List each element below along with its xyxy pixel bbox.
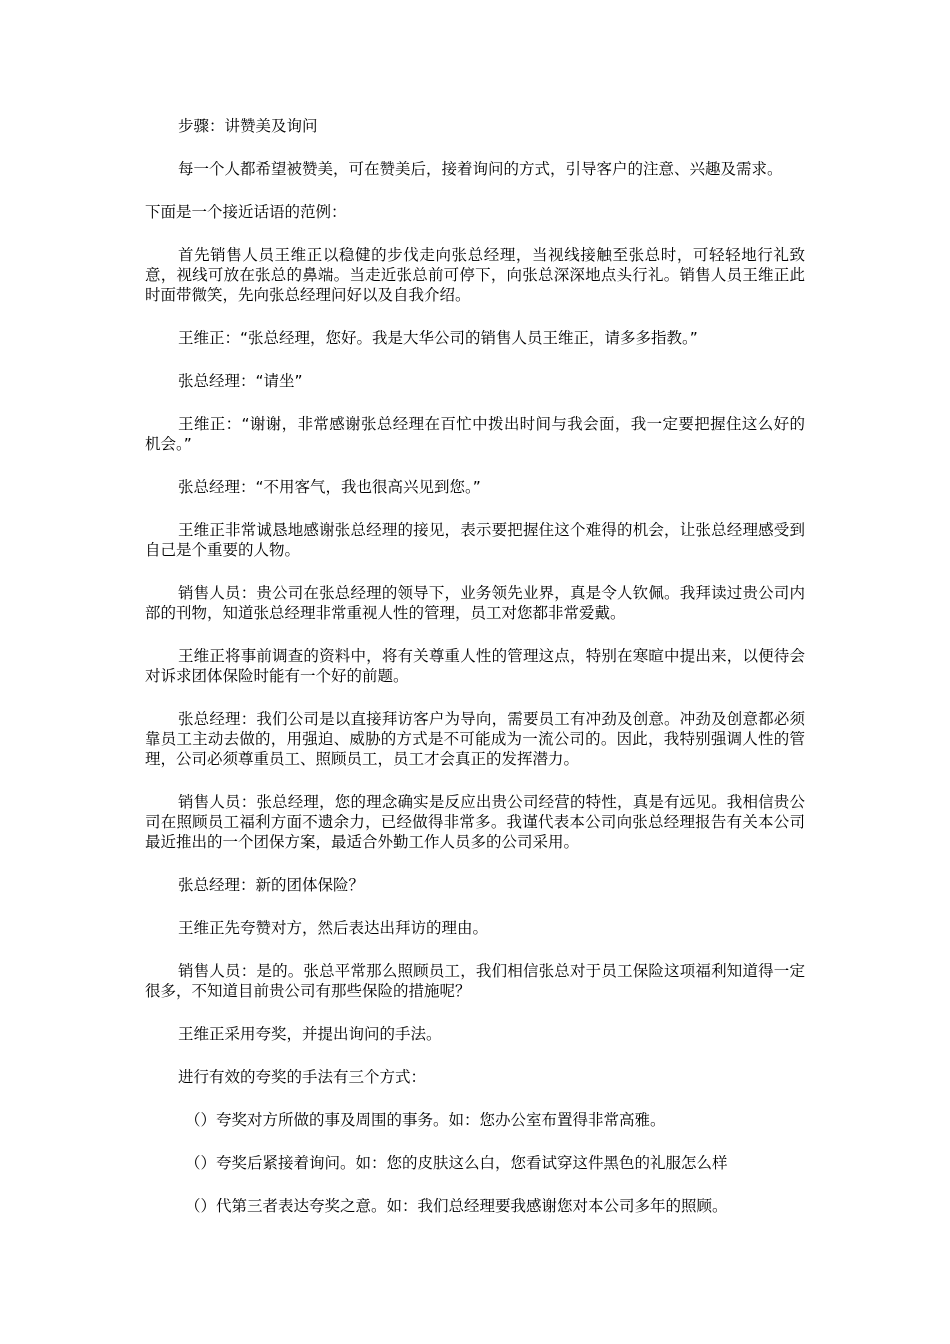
- paragraph-7: 王维正：“谢谢，非常感谢张总经理在百忙中拨出时间与我会面，我一定要把握住这么好的机会。”: [145, 415, 805, 453]
- paragraph-16: 销售人员：是的。张总平常那么照顾员工，我们相信张总对于员工保险这项福利知道得一定很多，不知道目前贵公司有那些保险的措施呢？: [145, 962, 805, 1000]
- paragraph-8: 张总经理：“不用客气，我也很高兴见到您。”: [178, 478, 481, 496]
- paragraph-9: 王维正非常诚恳地感谢张总经理的接见，表示要把握住这个难得的机会，让张总经理感受到自己是个重要的人物。: [145, 521, 805, 559]
- list-item-1: （）夸奖对方所做的事及周围的事务。如：您办公室布置得非常高雅。: [185, 1111, 666, 1129]
- paragraph-15: 王维正先夸赞对方，然后表达出拜访的理由。: [178, 919, 489, 937]
- paragraph-3: 下面是一个接近话语的范例：: [145, 203, 347, 221]
- document-body: [145, 116, 805, 1239]
- paragraph-14: 张总经理：新的团体保险？: [178, 876, 365, 894]
- paragraph-2: 每一个人都希望被赞美，可在赞美后，接着询问的方式，引导客户的注意、兴趣及需求。: [178, 160, 783, 178]
- paragraph-11: 王维正将事前调查的资料中，将有关尊重人性的管理这点，特别在寒暄中提出来，以便待会对诉求团体保险时能有一个好的前题。: [145, 647, 805, 685]
- list-item-3: （）代第三者表达夸奖之意。如：我们总经理要我感谢您对本公司多年的照顾。: [185, 1197, 728, 1215]
- paragraph-1: 步骤：讲赞美及询问: [178, 117, 318, 135]
- paragraph-17: 王维正采用夸奖，并提出询问的手法。: [178, 1025, 442, 1043]
- paragraph-10: 销售人员：贵公司在张总经理的领导下，业务领先业界，真是令人钦佩。我拜读过贵公司内部的刊物，知道张总经理非常重视人性的管理，员工对您都非常爱戴。: [145, 584, 805, 622]
- paragraph-6: 张总经理：“请坐”: [178, 372, 303, 390]
- paragraph-4: 首先销售人员王维正以稳健的步伐走向张总经理，当视线接触至张总时，可轻轻地行礼致意，视线可放在张总的鼻端。当走近张总前可停下，向张总深深地点头行礼。销售人员王维正此时面带微笑，先向张总经理问好以及自我介绍。: [145, 246, 805, 304]
- list-item-2: （）夸奖后紧接着询问。如：您的皮肤这么白，您看试穿这件黑色的礼服怎么样: [185, 1154, 728, 1172]
- paragraph-18: 进行有效的夸奖的手法有三个方式：: [178, 1068, 427, 1086]
- paragraph-13: 销售人员：张总经理，您的理念确实是反应出贵公司经营的特性，真是有远见。我相信贵公司在照顾员工福利方面不遗余力，已经做得非常多。我谨代表本公司向张总经理报告有关本公司最近推出的一个团保方案，最适合外勤工作人员多的公司采用。: [145, 793, 805, 851]
- paragraph-12: 张总经理：我们公司是以直接拜访客户为导向，需要员工有冲劲及创意。冲劲及创意都必须靠员工主动去做的，用强迫、威胁的方式是不可能成为一流公司的。因此，我特别强调人性的管理，公司必须尊重员工、照顾员工，员工才会真正的发挥潜力。: [145, 710, 805, 768]
- paragraph-5: 王维正：“张总经理，您好。我是大华公司的销售人员王维正，请多多指教。”: [178, 329, 698, 347]
